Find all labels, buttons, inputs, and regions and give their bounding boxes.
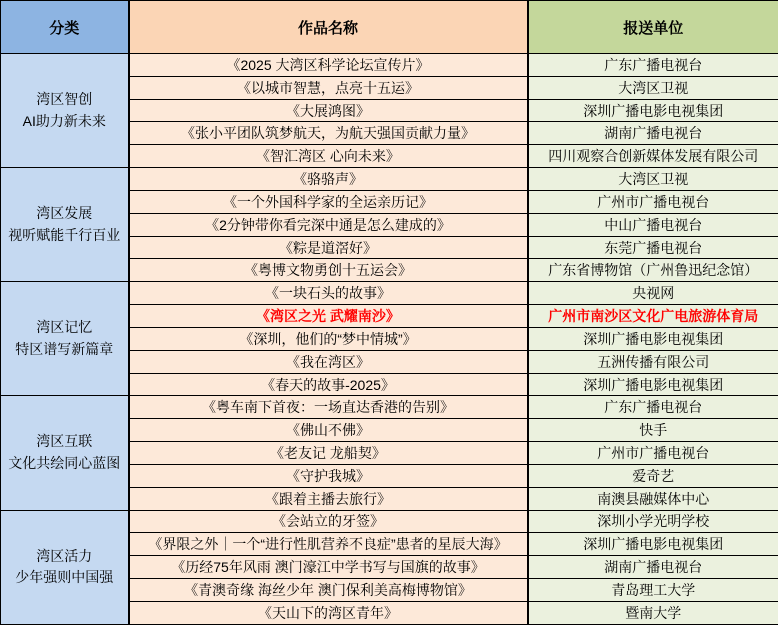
submitting-unit-cell: 四川观察合创新媒体发展有限公司: [528, 145, 778, 168]
work-title-cell: 《一块石头的故事》: [129, 282, 528, 305]
category-line: 少年强则中国强: [15, 569, 114, 586]
category-cell: [1, 396, 129, 510]
work-title-cell: 《佛山不佛》: [129, 419, 528, 442]
category-line: 湾区活力: [36, 547, 93, 564]
work-title-cell: 《深圳，他们的“梦中情城”》: [129, 327, 528, 350]
submitting-unit-cell: 湖南广播电视台: [528, 122, 778, 145]
category-line: 视听赋能千行百业: [8, 226, 121, 243]
submitting-unit-cell: 深圳广播电影电视集团: [528, 533, 778, 556]
column-header-submitting-unit: 报送单位: [528, 1, 778, 54]
category-line: 特区谱写新篇章: [15, 340, 114, 357]
submitting-unit-cell: 五洲传播有限公司: [528, 350, 778, 373]
submitting-unit-cell: 深圳广播电影电视集团: [528, 99, 778, 122]
table-row: [1, 510, 778, 533]
submitting-unit-cell: 广州市广播电视台: [528, 442, 778, 465]
work-title-cell: 《春天的故事-2025》: [129, 373, 528, 396]
work-title-cell: 《骆骆声》: [129, 168, 528, 191]
work-title-cell: 《守护我城》: [129, 464, 528, 487]
submitting-unit-cell: 深圳小学光明学校: [528, 510, 778, 533]
work-title-cell: 《张小平团队筑梦航天，为航天强国贡献力量》: [129, 122, 528, 145]
work-title-cell: 《湾区之光 武耀南沙》: [129, 305, 528, 328]
header-row: [1, 1, 778, 54]
category-line: 文化共绘同心蓝图: [8, 454, 121, 471]
work-title-cell: 《2025 大湾区科学论坛宣传片》: [129, 54, 528, 77]
category-line: AI助力新未来: [22, 112, 106, 129]
work-title-cell: 《会站立的牙签》: [129, 510, 528, 533]
submitting-unit-cell: 央视网: [528, 282, 778, 305]
table-row: [1, 54, 778, 77]
work-title-cell: 《粤车南下首夜：一场直达香港的告别》: [129, 396, 528, 419]
work-title-cell: 《智汇湾区 心向未来》: [129, 145, 528, 168]
category-line: 湾区智创: [36, 90, 93, 107]
work-title-cell: 《老友记 龙船契》: [129, 442, 528, 465]
work-title-cell: 《粽是道滘好》: [129, 236, 528, 259]
table-body: [1, 54, 778, 625]
column-header-work-title: 作品名称: [129, 1, 528, 54]
work-title-cell: 《以城市智慧，点亮十五运》: [129, 76, 528, 99]
work-title-cell: 《2分钟带你看完深中通是怎么建成的》: [129, 213, 528, 236]
submitting-unit-cell: 暨南大学: [528, 601, 778, 624]
submitting-unit-cell: 快手: [528, 419, 778, 442]
submitting-unit-cell: 大湾区卫视: [528, 168, 778, 191]
category-line: 湾区互联: [36, 433, 93, 450]
submitting-unit-cell: 广州市南沙区文化广电旅游体育局: [528, 305, 778, 328]
work-title-cell: 《我在湾区》: [129, 350, 528, 373]
table-row: [1, 168, 778, 191]
category-line: 湾区记忆: [36, 319, 93, 336]
category-cell: [1, 510, 129, 624]
work-title-cell: 《大展鸿图》: [129, 99, 528, 122]
category-line: 湾区发展: [36, 205, 93, 222]
submitting-unit-cell: 中山广播电视台: [528, 213, 778, 236]
submitting-unit-cell: 东莞广播电视台: [528, 236, 778, 259]
work-title-cell: 《粤博文物勇创十五运会》: [129, 259, 528, 282]
category-cell: [1, 168, 129, 282]
submitting-unit-cell: 广州市广播电视台: [528, 190, 778, 213]
category-cell: [1, 54, 129, 168]
submitting-unit-cell: 青岛理工大学: [528, 579, 778, 602]
category-cell: [1, 282, 129, 396]
work-title-cell: 《青澳奇缘 海丝少年 澳门保利美高梅博物馆》: [129, 579, 528, 602]
work-title-cell: 《跟着主播去旅行》: [129, 487, 528, 510]
submitting-unit-cell: 大湾区卫视: [528, 76, 778, 99]
table-row: [1, 396, 778, 419]
submitting-unit-cell: 湖南广播电视台: [528, 556, 778, 579]
submitting-unit-cell: 深圳广播电影电视集团: [528, 327, 778, 350]
work-title-cell: 《一个外国科学家的全运亲历记》: [129, 190, 528, 213]
work-title-cell: 《历经75年风雨 澳门濠江中学书写与国旗的故事》: [129, 556, 528, 579]
table-row: [1, 282, 778, 305]
submitting-unit-cell: 广东广播电视台: [528, 54, 778, 77]
column-header-category: 分类: [1, 1, 129, 54]
submitting-unit-cell: 爱奇艺: [528, 464, 778, 487]
submitting-unit-cell: 南澳县融媒体中心: [528, 487, 778, 510]
submitting-unit-cell: 广东省博物馆（广州鲁迅纪念馆）: [528, 259, 778, 282]
work-title-cell: 《天山下的湾区青年》: [129, 601, 528, 624]
submitting-unit-cell: 广东广播电视台: [528, 396, 778, 419]
submitting-unit-cell: 深圳广播电影电视集团: [528, 373, 778, 396]
work-title-cell: 《界限之外｜一个“进行性肌营养不良症”患者的星辰大海》: [129, 533, 528, 556]
